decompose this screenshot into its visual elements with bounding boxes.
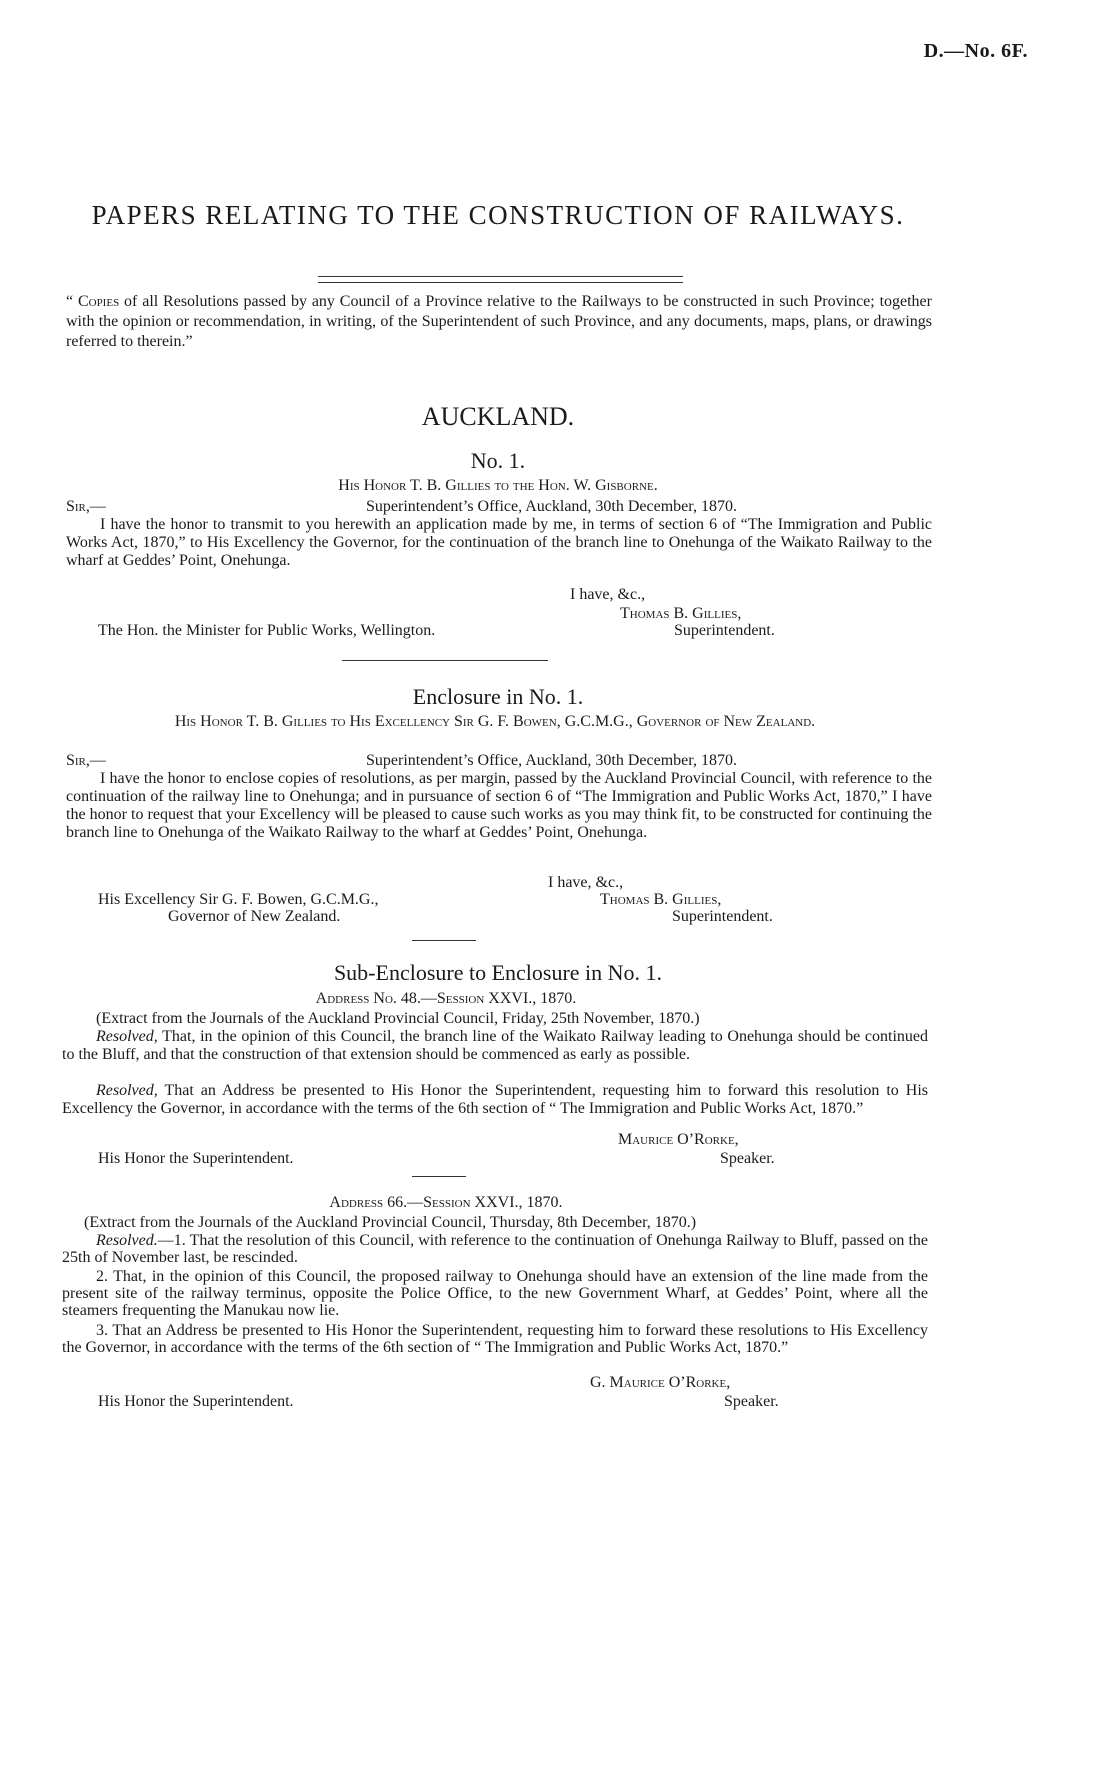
address66-signature-name: G. Maurice O’Rorke,	[590, 1374, 731, 1391]
enc1-from-line: His Honor T. B. Gillies to His Excellency Sir G. F. Bowen, G.C.M.G., Governor of New Zealand.	[174, 713, 816, 730]
address66-extract: (Extract from the Journals of the Auckland Provincial Council, Thursday, 8th December, 1870.)	[84, 1214, 697, 1231]
intro-text: of all Resolutions passed by any Council of a Province relative to the Railways to be constructed in such Province; together with the opinion or recommendation, in writing, of the Superintendent of such Province, and any documents, maps, plans, or drawings referred to therein.”	[66, 293, 932, 350]
no1-body: I have the honor to transmit to you herewith an application made by me, in terms of section 6 of “The Immigration and Public Works Act, 1870,” to His Excellency the Governor, for the continuation of the branch line to Onehunga of the Waikato Railway to the wharf at Geddes’ Point, Onehunga.	[66, 516, 932, 569]
section-divider	[342, 660, 548, 661]
enc1-signature-name: Thomas B. Gillies,	[600, 891, 722, 908]
no1-signature-name: Thomas B. Gillies,	[620, 605, 742, 622]
address48-signature-name: Maurice O’Rorke,	[618, 1131, 739, 1148]
address66-label: Address 66.—Session XXVI., 1870.	[329, 1194, 563, 1211]
province-heading: AUCKLAND.	[421, 402, 575, 431]
address48-resolution-2: Resolved, That an Address be presented to His Honor the Superintendent, requesting him to forward this resolution to His Excellency the Governor, in accordance with the terms of the 6th section of “ The Immigration and Public Works Act, 1870.”	[62, 1082, 928, 1117]
subenc-heading: Sub-Enclosure to Enclosure in No. 1.	[333, 960, 663, 985]
enc1-salutation: Sir,—	[66, 752, 106, 769]
address66-addressee: His Honor the Superintendent.	[98, 1393, 294, 1410]
resolved-lead: Resolved.	[96, 1232, 158, 1249]
enc1-heading: Enclosure in No. 1.	[412, 684, 584, 709]
no1-closing: I have, &c.,	[570, 586, 646, 603]
enc1-signature-title: Superintendent.	[672, 908, 773, 925]
title-double-rule	[318, 276, 683, 283]
enc1-addressee-line1: His Excellency Sir G. F. Bowen, G.C.M.G.,	[98, 891, 379, 908]
document-reference: D.—No. 6F.	[923, 40, 1028, 62]
enc1-body: I have the honor to enclose copies of resolutions, as per margin, passed by the Auckland Provincial Council, with reference to the continuation of the railway line to Onehunga; and in pursuance of section 6 of “The Immigration and Public Works Act, 1870,” I have the honor to request that your Excellency will be pleased to cause such works as you may think fit, to be constructed for continuing the branch line to Onehunga of the Waikato Railway to the wharf at Geddes’ Point, Onehunga.	[66, 770, 932, 841]
no1-signature-title: Superintendent.	[674, 622, 775, 639]
no1-dateline: Superintendent’s Office, Auckland, 30th December, 1870.	[366, 498, 737, 515]
address48-resolution-1: Resolved, That, in the opinion of this Council, the branch line of the Waikato Railway leading to Onehunga should be continued to the Bluff, and that the construction of that extension should be commenced as early as possible.	[62, 1028, 928, 1063]
address66-resolution-1: Resolved.—1. That the resolution of this Council, with reference to the continuation of Onehunga Railway to Bluff, passed on the 25th of November last, be rescinded.	[62, 1232, 928, 1266]
address48-label: Address No. 48.—Session XXVI., 1870.	[315, 990, 577, 1007]
page-title: PAPERS RELATING TO THE CONSTRUCTION OF RAILWAYS.	[91, 200, 905, 230]
address48-signature-title: Speaker.	[720, 1150, 775, 1167]
section-divider	[412, 1176, 466, 1177]
no1-from-line: His Honor T. B. Gillies to the Hon. W. Gisborne.	[338, 477, 658, 494]
address48-addressee: His Honor the Superintendent.	[98, 1150, 294, 1167]
no1-salutation: Sir,—	[66, 498, 106, 515]
address66-signature-title: Speaker.	[724, 1393, 779, 1410]
intro-paragraph	[66, 292, 932, 352]
resolved-lead: Resolved,	[96, 1028, 158, 1045]
enc1-addressee-line2: Governor of New Zealand.	[168, 908, 341, 925]
section-divider	[412, 940, 476, 941]
address66-resolution-3: 3. That an Address be presented to His Honor the Superintendent, requesting him to forward these resolutions to His Excellency the Governor, in accordance with the terms of the 6th section of “ The Immigration and Public Works Act, 1870.”	[62, 1322, 928, 1356]
address66-resolution-2: 2. That, in the opinion of this Council, the proposed railway to Onehunga should have an extension of the line made from the present site of the railway terminus, opposite the Police Office, to the new Government Wharf, at Geddes’ Point, where all the steamers frequenting the Manukau now lie.	[62, 1268, 928, 1319]
enc1-dateline: Superintendent’s Office, Auckland, 30th December, 1870.	[366, 752, 737, 769]
resolved-lead: Resolved,	[96, 1082, 158, 1099]
address48-extract: (Extract from the Journals of the Auckland Provincial Council, Friday, 25th November, 1870.)	[96, 1010, 700, 1027]
no1-heading: No. 1.	[470, 448, 526, 473]
enc1-closing: I have, &c.,	[548, 874, 624, 891]
no1-addressee: The Hon. the Minister for Public Works, Wellington.	[98, 622, 436, 639]
intro-lead: “ Copies	[66, 293, 120, 310]
